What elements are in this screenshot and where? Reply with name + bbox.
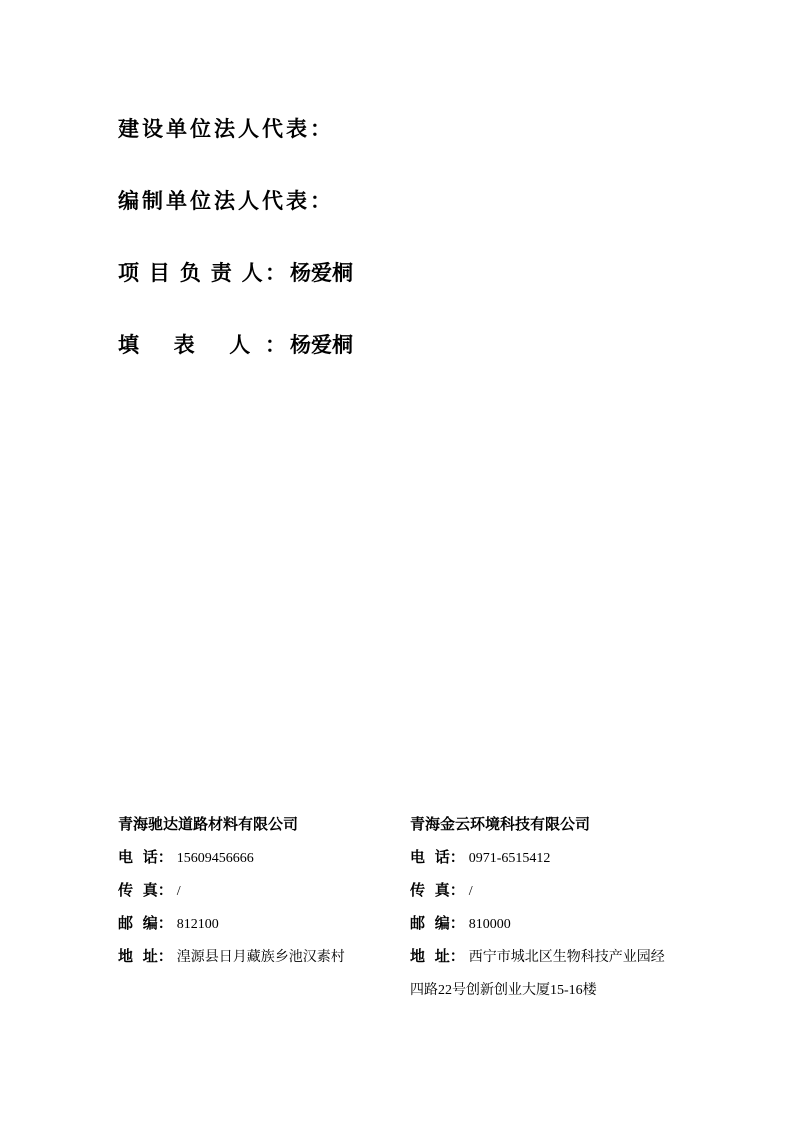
compiling-company-zip-row (410, 908, 666, 941)
construction-company-block (118, 809, 410, 1007)
zip-label: 邮 编： (118, 916, 173, 932)
construction-company-address-row (118, 941, 410, 974)
compiling-company-phone-row (410, 842, 666, 875)
compiling-unit-representative-label: 编制单位法人代表： (118, 189, 334, 213)
address-label: 地 址： (410, 949, 465, 965)
project-leader-line (118, 260, 353, 286)
address-value-line1: 湟源县日月藏族乡池汉素村 (176, 950, 345, 965)
zip-value: 810000 (468, 917, 511, 932)
compiling-company-name: 青海金云环境科技有限公司 (410, 817, 591, 833)
phone-value: 0971-6515412 (468, 851, 551, 866)
contact-section (118, 809, 666, 1007)
address-label: 地 址： (118, 949, 173, 965)
fax-label: 传 真： (410, 883, 465, 899)
fax-value: / (468, 884, 473, 899)
construction-unit-representative-line (118, 116, 353, 142)
project-leader-name: 杨爱桐 (290, 261, 353, 285)
form-filler-name: 杨爱桐 (290, 333, 353, 357)
construction-company-name: 青海驰达道路材料有限公司 (118, 817, 299, 833)
form-filler-line (118, 332, 353, 358)
phone-label: 电 话： (118, 850, 173, 866)
zip-label: 邮 编： (410, 916, 465, 932)
address-value-line2: 四路22号创新创业大厦15-16楼 (410, 983, 597, 998)
signature-section (118, 116, 353, 404)
project-leader-label: 项 目 负 责 人： (118, 261, 286, 285)
compiling-unit-representative-value (334, 189, 338, 213)
compiling-company-block (410, 809, 666, 1007)
zip-value: 812100 (176, 917, 219, 932)
form-filler-label: 填 表 人： (118, 333, 286, 357)
construction-unit-representative-label: 建设单位法人代表： (118, 117, 334, 141)
fax-label: 传 真： (118, 883, 173, 899)
fax-value: / (176, 884, 181, 899)
compiling-company-fax-row (410, 875, 666, 908)
phone-value: 15609456666 (176, 851, 254, 866)
construction-company-zip-row (118, 908, 410, 941)
compiling-company-address-row (410, 941, 666, 974)
construction-company-phone-row (118, 842, 410, 875)
phone-label: 电 话： (410, 850, 465, 866)
construction-unit-representative-value (334, 117, 338, 141)
compiling-unit-representative-line (118, 188, 353, 214)
construction-company-fax-row (118, 875, 410, 908)
address-value-line1: 西宁市城北区生物科技产业园经 (468, 950, 665, 965)
